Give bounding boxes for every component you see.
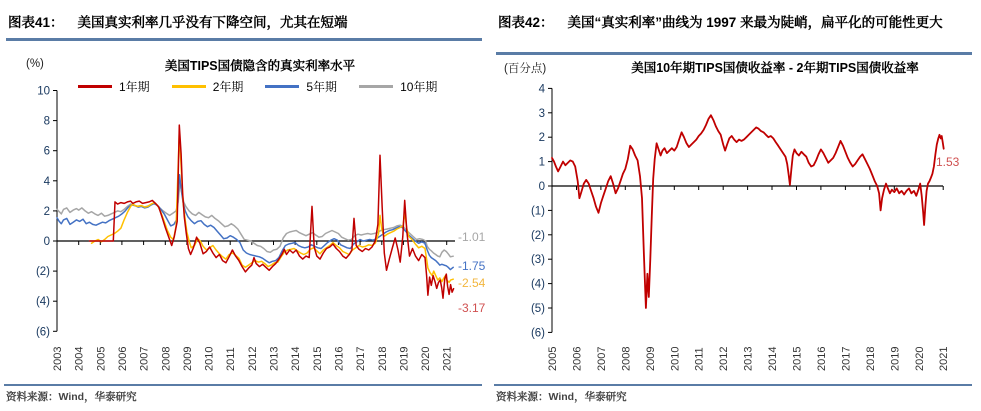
figure-number: 图表42： xyxy=(498,15,554,30)
x-tick-label: 2016 xyxy=(815,346,828,371)
source-divider xyxy=(494,384,972,386)
y-tick-label: 0 xyxy=(538,181,545,193)
x-tick-label: 2013 xyxy=(742,346,755,371)
chart-title: 美国TIPS国债隐含的真实利率水平 xyxy=(164,59,356,73)
y-tick-label: (6) xyxy=(530,327,545,340)
x-tick-label: 2019 xyxy=(889,346,902,371)
x-tick-label: 2014 xyxy=(290,346,303,371)
y-axis-unit-label: (百分点) xyxy=(504,63,547,75)
figure-number: 图表41： xyxy=(8,15,64,30)
x-tick-label: 2009 xyxy=(181,346,194,371)
figure-title: 美国“真实利率”曲线为 1997 来最为陡峭，扁平化的可能性更大 xyxy=(567,15,943,30)
y-tick-label: (3) xyxy=(530,254,545,267)
figure-42-panel xyxy=(490,0,981,411)
x-tick-label: 2019 xyxy=(398,346,411,371)
y-tick-label: 2 xyxy=(43,205,50,218)
header-divider xyxy=(6,38,482,41)
tips-spread-line-chart xyxy=(490,50,981,390)
series-end-value-label: -1.01 xyxy=(458,230,486,244)
x-tick-label: 2020 xyxy=(913,346,926,371)
series-line-0 xyxy=(90,125,454,298)
y-tick-label: (4) xyxy=(35,296,50,309)
y-tick-label: 2 xyxy=(538,132,545,145)
x-tick-label: 2015 xyxy=(791,346,804,371)
x-tick-label: 2005 xyxy=(547,346,559,371)
x-tick-label: 2012 xyxy=(246,346,259,371)
x-tick-label: 2017 xyxy=(840,346,853,371)
figure-42-header xyxy=(498,12,970,33)
x-tick-label: 2011 xyxy=(225,347,238,371)
x-tick-label: 2008 xyxy=(620,346,633,371)
x-tick-label: 2020 xyxy=(420,346,432,371)
x-tick-label: 2003 xyxy=(52,346,64,371)
y-tick-label: (6) xyxy=(35,326,50,339)
x-tick-label: 2009 xyxy=(644,346,657,371)
y-tick-label: (2) xyxy=(530,229,545,242)
chart-title: 美国10年期TIPS国债收益率 - 2年期TIPS国债收益率 xyxy=(631,61,919,75)
figure-title: 美国真实利率几乎没有下降空间，尤其在短端 xyxy=(77,15,348,30)
legend-label: 2年期 xyxy=(212,80,244,94)
x-tick-label: 2006 xyxy=(116,346,129,371)
y-axis-unit-label: (%) xyxy=(26,58,44,70)
y-tick-label: 1 xyxy=(538,156,545,169)
x-tick-label: 2012 xyxy=(718,346,731,371)
x-tick-label: 2021 xyxy=(441,346,454,371)
x-tick-label: 2007 xyxy=(138,346,151,371)
x-tick-label: 2014 xyxy=(767,346,779,371)
x-tick-label: 2018 xyxy=(864,346,877,371)
figure-41-header xyxy=(8,12,480,33)
source-note: 资料来源：Wind，华泰研究 xyxy=(496,391,627,403)
y-tick-label: (4) xyxy=(530,278,545,291)
x-tick-label: 2010 xyxy=(669,346,682,371)
legend-label: 5年期 xyxy=(306,80,338,94)
y-tick-label: 8 xyxy=(43,115,50,128)
x-tick-label: 2007 xyxy=(595,346,608,371)
x-tick-label: 2004 xyxy=(73,346,86,371)
x-tick-label: 2016 xyxy=(333,346,346,371)
x-tick-label: 2013 xyxy=(268,346,281,371)
series-line-2 xyxy=(57,175,453,270)
series-end-value-label: -1.75 xyxy=(458,259,486,273)
real-rates-line-chart xyxy=(0,50,490,390)
x-tick-label: 2021 xyxy=(938,346,951,371)
series-line-0 xyxy=(552,115,944,308)
x-tick-label: 2011 xyxy=(693,347,706,371)
y-tick-label: 10 xyxy=(37,85,50,98)
source-note: 资料来源：Wind，华泰研究 xyxy=(6,391,137,403)
legend-label: 10年期 xyxy=(400,80,438,94)
y-tick-label: 4 xyxy=(43,175,50,188)
y-tick-label: 6 xyxy=(43,145,50,158)
series-end-value-label: -3.17 xyxy=(458,301,486,315)
series-end-value-label: 1.53 xyxy=(936,155,960,169)
x-tick-label: 2017 xyxy=(355,346,368,371)
x-tick-label: 2008 xyxy=(160,346,173,371)
y-tick-label: (2) xyxy=(35,266,50,279)
y-tick-label: 0 xyxy=(43,236,50,248)
x-tick-label: 2018 xyxy=(376,346,389,371)
x-tick-label: 2006 xyxy=(571,346,584,371)
x-tick-label: 2015 xyxy=(311,346,324,371)
y-tick-label: (5) xyxy=(530,303,545,315)
y-tick-label: 4 xyxy=(538,83,545,96)
legend-label: 1年期 xyxy=(119,80,150,94)
series-end-value-label: -2.54 xyxy=(458,276,486,290)
x-tick-label: 2005 xyxy=(95,346,108,371)
y-tick-label: (1) xyxy=(530,205,545,218)
figure-41-panel xyxy=(0,0,490,411)
x-tick-label: 2010 xyxy=(203,346,216,371)
series-line-1 xyxy=(92,133,454,283)
source-divider xyxy=(4,384,482,386)
y-tick-label: 3 xyxy=(538,107,545,120)
